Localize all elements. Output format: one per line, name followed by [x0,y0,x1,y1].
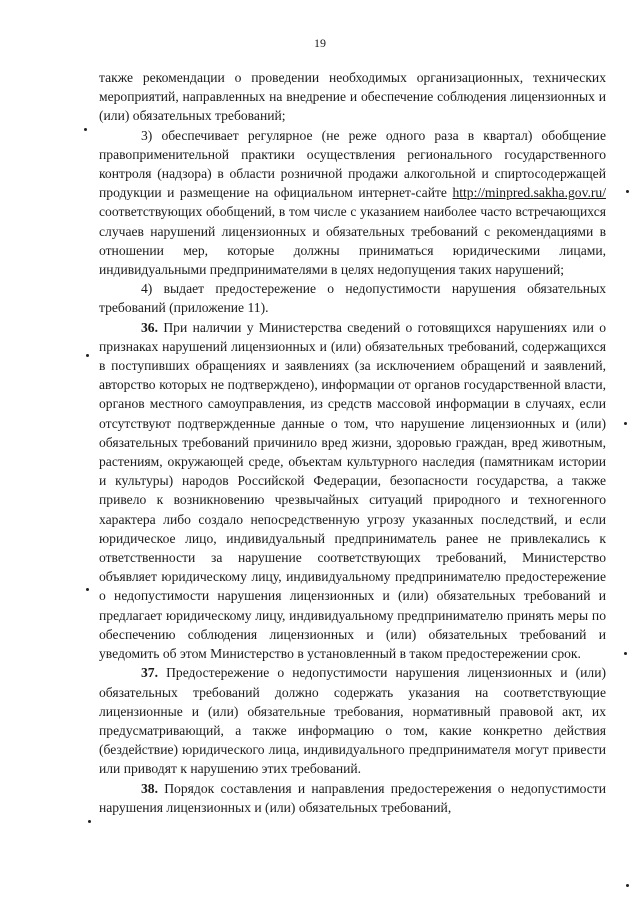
paragraph-item-3 [99,126,606,280]
scan-speck [626,190,629,193]
scan-speck [626,884,629,887]
scan-speck [86,588,89,591]
official-site-link[interactable]: http://minpred.sakha.gov.ru/ [452,185,606,201]
paragraph-recommendations-continuation [99,68,606,126]
paragraph-item-4 [99,279,606,317]
scan-speck [624,652,627,655]
paragraph-text: также рекомендации о проведении необходимых организационных, технических мероприятий, направленных на внедрение и обеспечение соблюдения лицензионных и (или) обязательных требований; [99,70,606,124]
paragraph-number: 38. [141,780,158,796]
paragraph-number: 37. [141,665,158,681]
scan-speck [86,354,89,357]
paragraph-text: 3) обеспечивает регулярное (не реже одного раза в квартал) обобщение правоприменительной практики осуществления регионального государственного контроля (надзора) в области розничной продажи алкогольной и спиртосодержащей продукции и размещение на официальном интернет-сайте [99,127,606,201]
paragraph-37 [99,663,606,778]
paragraph-text: При наличии у Министерства сведений о готовящихся нарушениях или о признаках нарушений лицензионных и (или) обязательных требований, содержащихся в поступивших обращениях и заявлениях (за исключением обращений и заявлений, авторство которых не подтверждено), информации от органов государственной власти, органов местного самоуправления, из средств массовой информации в случаях, если отсутствуют подтвержденные данные о том, что нарушение лицензионных и (или) обязательных требований причинило вред жизни, здоровью граждан, вред животным, растениям, окружающей среде, объектам культурного наследия (памятникам истории и культуры) народов Российской Федерации, безопасности государства, а также привело к возникновению чрезвычайных ситуаций природного и техногенного характера либо создало непосредственную угрозу указанных последствий, и если юридическое лицо, индивидуальный предприниматель ранее не привлекались к ответственности за нарушение соответствующих требований, Министерство объявляет юридическому лицу, индивидуальному предпринимателю предостережение о недопустимости нарушения лицензионных и (или) обязательных требований и предлагает юридическому лицу, индивидуальному предпринимателю принять меры по обеспечению соблюдения лицензионных и (или) обязательных требований и уведомить об этом Министерство в установленный в таком предостережении срок. [99,319,606,662]
paragraph-text: соответствующих обобщений, в том числе с указанием наиболее часто встречающихся случаев нарушений лицензионных и обязательных требований с рекомендациями в отношении мер, которые должны приниматься юридическими лицами, индивидуальными предпринимателями в целях недопущения таких нарушений; [99,204,606,278]
paragraph-36 [99,318,606,664]
scan-speck [624,422,627,425]
paragraph-text: 4) выдает предостережение о недопустимости нарушения обязательных требований (приложение 11). [99,281,606,316]
page-number: 19 [314,36,326,50]
paragraph-text: Предостережение о недопустимости нарушения лицензионных и (или) обязательных требований должно содержать указания на соответствующие лицензионные и (или) обязательные требования, нормативный правовой акт, их предусматривающий, а также информацию о том, какие конкретно действия (бездействие) юридического лица, индивидуального предпринимателя могут привести или приводят к нарушению этих требований. [99,665,606,777]
scan-speck [88,820,91,823]
paragraph-number: 36. [141,319,158,335]
scan-speck [84,128,87,131]
document-body [99,68,606,817]
paragraph-text: Порядок составления и направления предостережения о недопустимости нарушения лицензионных и (или) обязательных требований, [99,780,606,815]
paragraph-38 [99,779,606,817]
